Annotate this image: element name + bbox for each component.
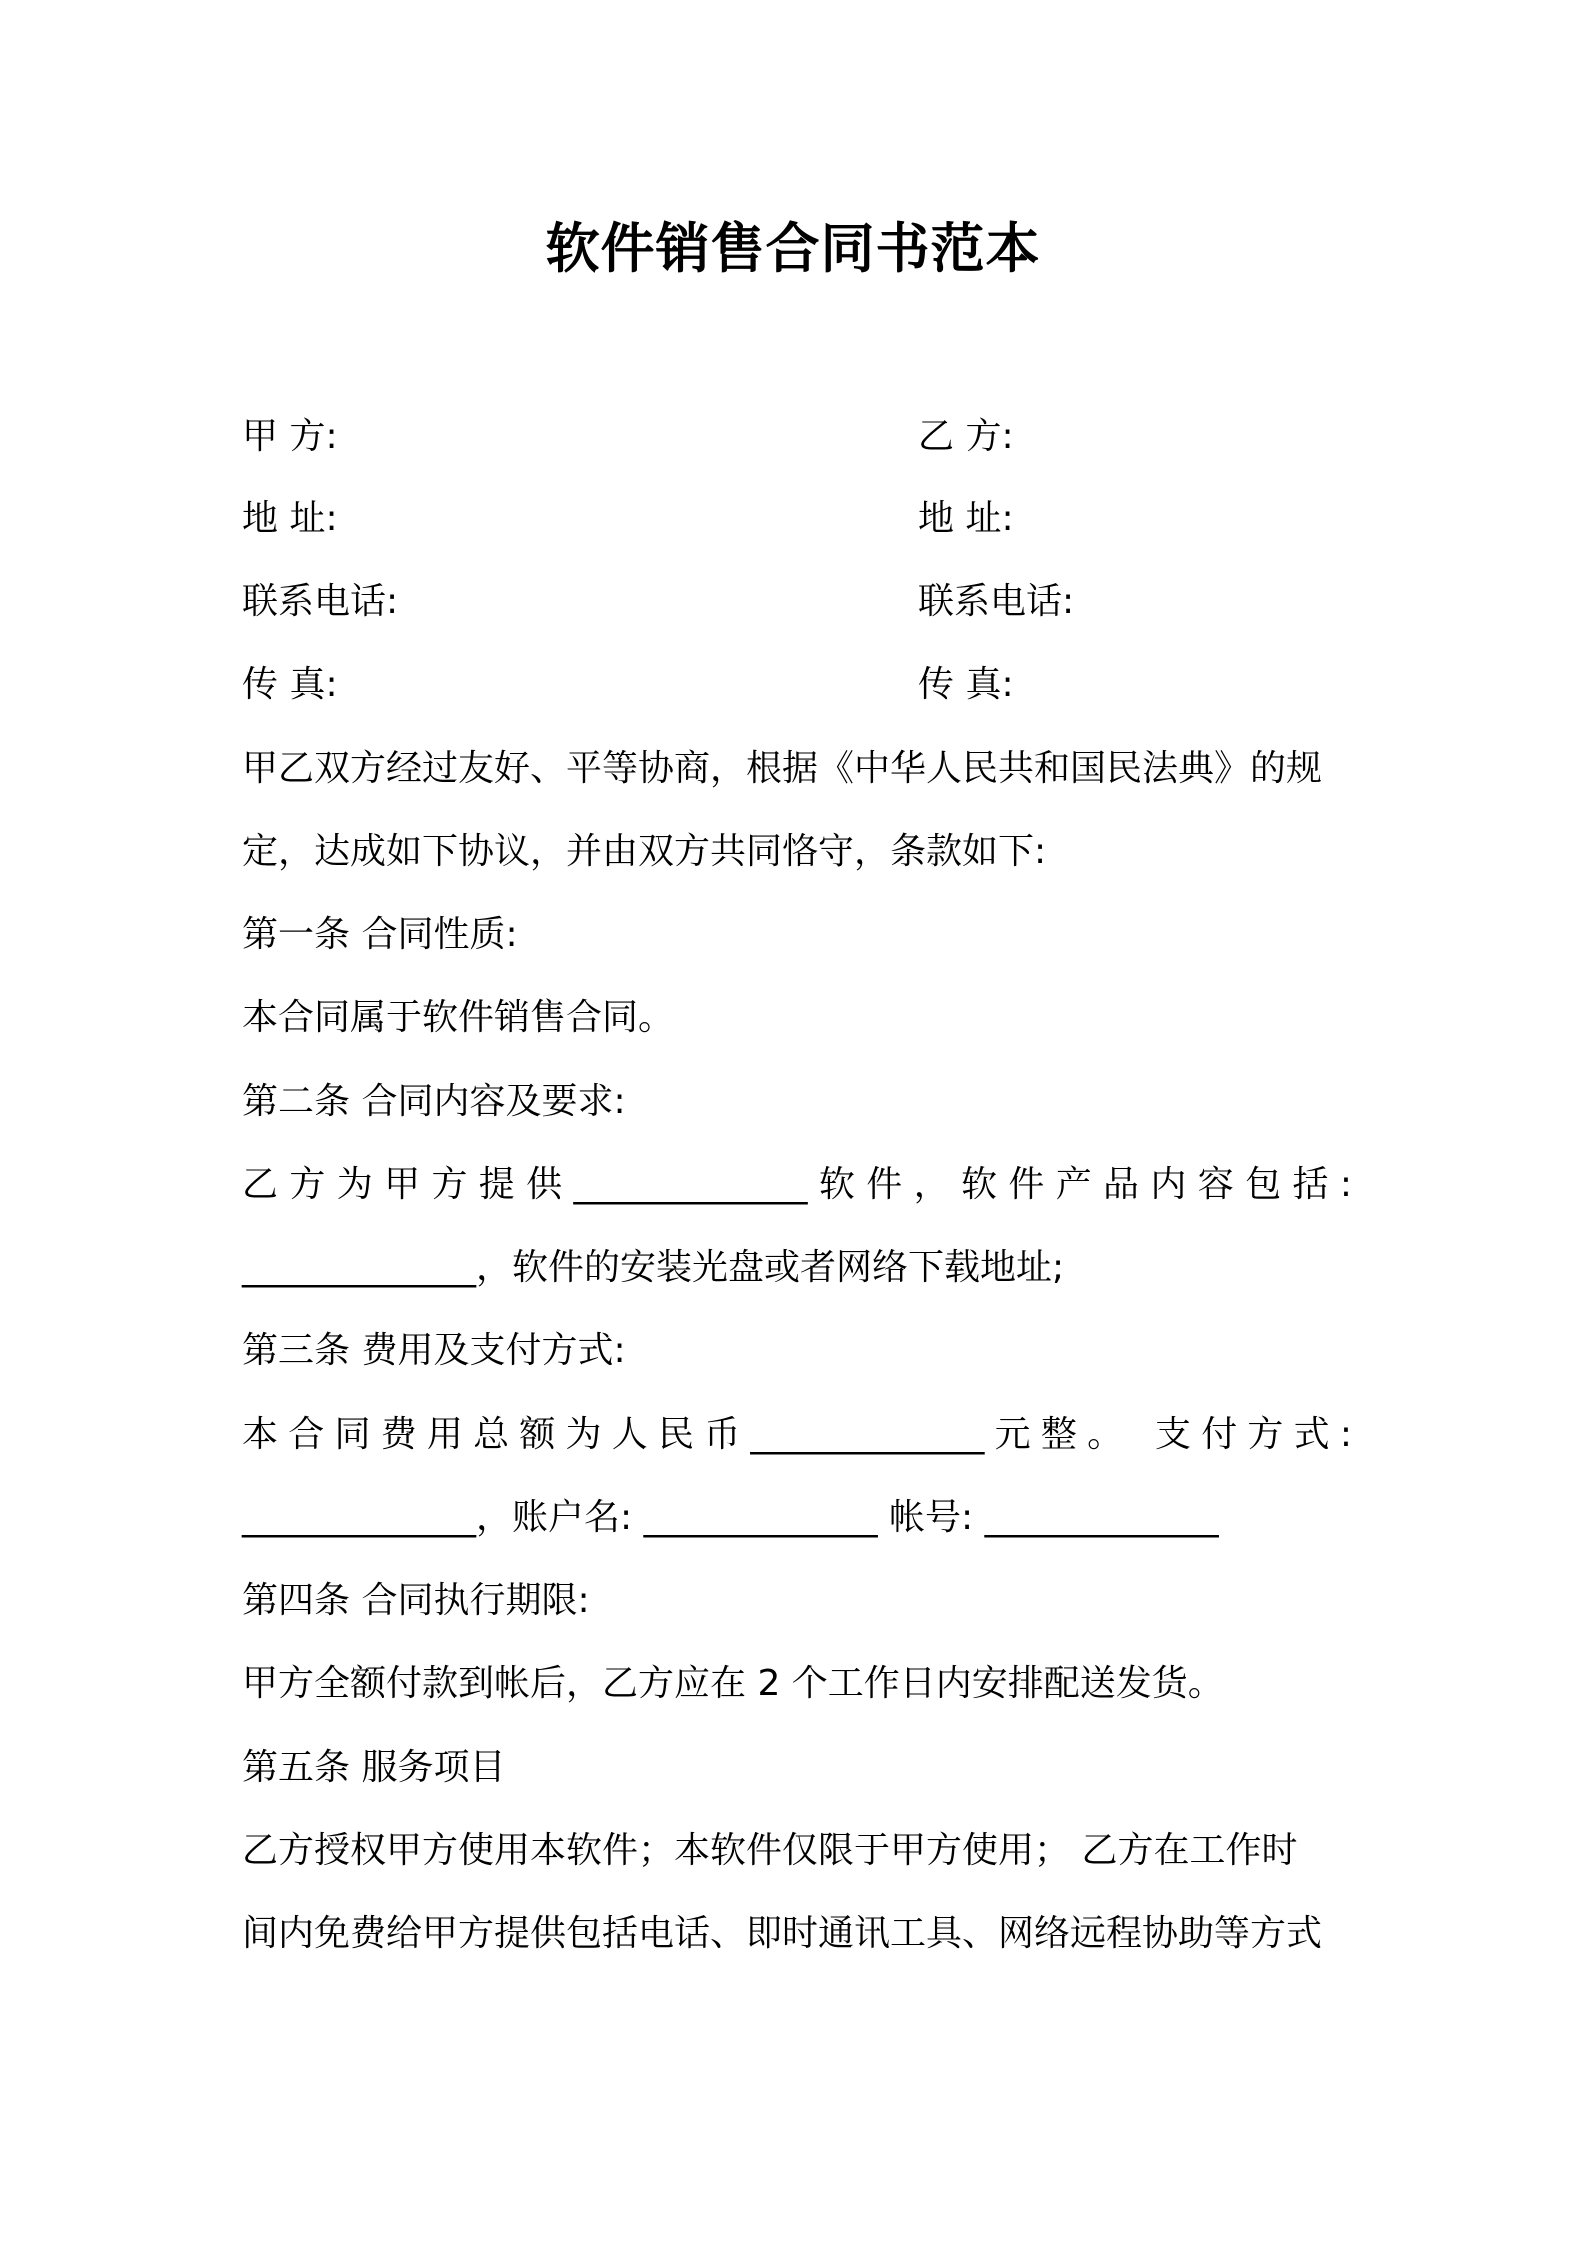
- party-a-fax-label: 传 真:: [242, 664, 338, 705]
- article-2-line-2: _____________，软件的安装光盘或者网络下载地址;: [242, 1247, 1065, 1288]
- article-3-line-1: 本合同费用总额为人民币_____________元整。 支付方式:: [242, 1414, 1352, 1455]
- party-a-phone-label: 联系电话:: [242, 581, 399, 622]
- article-1-heading: 第一条 合同性质:: [242, 914, 518, 955]
- article-2-heading: 第二条 合同内容及要求:: [242, 1081, 626, 1122]
- article-5-line-2: 间内免费给甲方提供包括电话、即时通讯工具、网络远程协助等方式: [242, 1913, 1323, 1954]
- party-b-label: 乙 方:: [918, 416, 1014, 457]
- article-3-heading: 第三条 费用及支付方式:: [242, 1330, 626, 1371]
- party-b-address-label: 地 址:: [918, 498, 1014, 539]
- article-4-heading: 第四条 合同执行期限:: [242, 1580, 590, 1621]
- party-a-address-label: 地 址:: [242, 498, 338, 539]
- article-3-line-2: _____________，账户名: _____________ 帐号: _____________: [242, 1497, 1219, 1538]
- article-1-body: 本合同属于软件销售合同。: [242, 997, 675, 1038]
- article-4-body: 甲方全额付款到帐后，乙方应在 2 个工作日内安排配送发货。: [242, 1663, 1224, 1704]
- article-5-line-1: 乙方授权甲方使用本软件；本软件仅限于甲方使用； 乙方在工作时: [242, 1830, 1298, 1871]
- intro-line-1: 甲乙双方经过友好、平等协商，根据《中华人民共和国民法典》的规: [242, 748, 1323, 789]
- party-a-label: 甲 方:: [242, 416, 338, 457]
- document-title: 软件销售合同书范本: [545, 217, 1041, 280]
- article-2-line-1: 乙方为甲方提供_____________软件，软件产品内容包括:: [242, 1164, 1352, 1205]
- article-5-heading: 第五条 服务项目: [242, 1747, 506, 1788]
- intro-line-2: 定，达成如下协议，并由双方共同恪守，条款如下:: [242, 831, 1047, 872]
- party-b-fax-label: 传 真:: [918, 664, 1014, 705]
- party-b-phone-label: 联系电话:: [918, 581, 1075, 622]
